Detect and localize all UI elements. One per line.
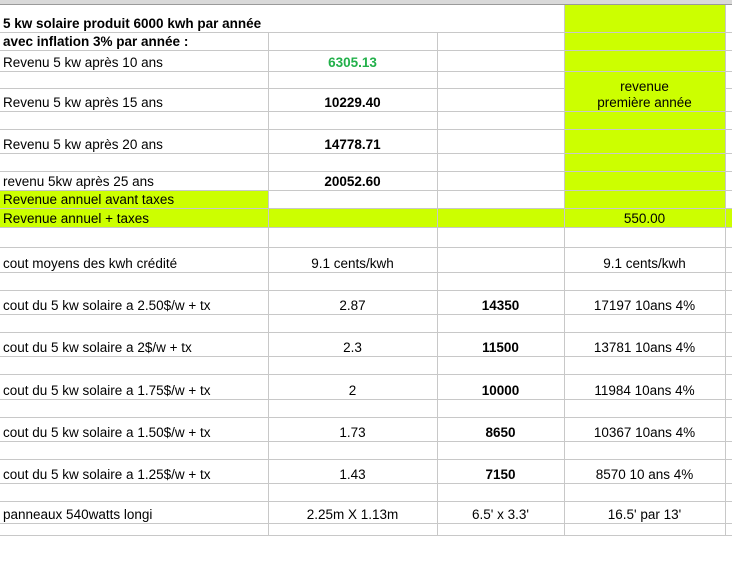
cost-row-rate: 1.73 — [339, 424, 366, 440]
cell-b14[interactable] — [268, 272, 437, 290]
avg-cost-value: 9.1 cents/kwh — [311, 255, 394, 271]
cell-c4[interactable] — [437, 71, 564, 88]
cell-d18[interactable] — [564, 356, 725, 374]
panels-label: panneaux 540watts longi — [3, 506, 153, 522]
cell-e11[interactable] — [725, 208, 732, 227]
cost-row-label: cout du 5 kw solaire a 1.75$/w + tx — [3, 382, 211, 398]
sheet-title: 5 kw solaire produit 6000 kwh par année — [3, 15, 262, 31]
cell-d9[interactable] — [564, 171, 725, 190]
cell-b4[interactable] — [268, 71, 437, 88]
cell-e25[interactable] — [725, 501, 732, 523]
revenue-10-value: 6305.13 — [328, 54, 377, 70]
cell-c18[interactable] — [437, 356, 564, 374]
cell-a16[interactable] — [0, 314, 268, 332]
cost-row-total: 14350 — [481, 297, 520, 313]
panels-label-cell[interactable] — [0, 501, 268, 523]
cell-e24[interactable] — [725, 483, 732, 501]
cell-e19[interactable] — [725, 374, 732, 399]
cell-d22[interactable] — [564, 441, 725, 459]
cell-b12[interactable] — [268, 227, 437, 247]
panels-size-ft: 6.5' x 3.3' — [472, 506, 529, 522]
panels-size-m-cell[interactable] — [268, 501, 437, 523]
cost-row-total: 10000 — [481, 382, 520, 398]
cell-c2[interactable] — [437, 32, 564, 50]
cell-d12[interactable] — [564, 227, 725, 247]
cell-a6[interactable] — [0, 111, 268, 129]
cell-d20[interactable] — [564, 399, 725, 417]
cell-e9[interactable] — [725, 171, 732, 190]
cell-b26[interactable] — [268, 523, 437, 535]
cell-e16[interactable] — [725, 314, 732, 332]
annual-plus-tax-label-cell[interactable] — [0, 208, 268, 227]
cell-d8[interactable] — [564, 153, 725, 171]
cell-c14[interactable] — [437, 272, 564, 290]
cell-c3[interactable] — [437, 50, 564, 71]
cell-c16[interactable] — [437, 314, 564, 332]
cost-row-forecast: 13781 10ans 4% — [593, 339, 696, 355]
cell-e14[interactable] — [725, 272, 732, 290]
cell-a8[interactable] — [0, 153, 268, 171]
cell-d6[interactable] — [564, 111, 725, 129]
cell-b24[interactable] — [268, 483, 437, 501]
cost-row-label: cout du 5 kw solaire a 1.50$/w + tx — [3, 424, 211, 440]
cost-row-total-cell[interactable] — [437, 374, 564, 399]
revenue-20-label-cell[interactable] — [0, 129, 268, 153]
cell-d3[interactable] — [564, 50, 725, 71]
cell-b20[interactable] — [268, 399, 437, 417]
cell-d7[interactable] — [564, 129, 725, 153]
revenue-20-label: Revenu 5 kw après 20 ans — [3, 136, 163, 152]
cell-a18[interactable] — [0, 356, 268, 374]
cell-c5[interactable] — [437, 88, 564, 111]
cell-a14[interactable] — [0, 272, 268, 290]
cost-row-label-cell[interactable] — [0, 374, 268, 399]
cell-a24[interactable] — [0, 483, 268, 501]
cell-c11[interactable] — [437, 208, 564, 227]
cell-d10[interactable] — [564, 190, 725, 208]
first-year-header-line2: première année — [597, 94, 692, 110]
cost-row-forecast-cell[interactable] — [564, 374, 725, 399]
cell-a12[interactable] — [0, 227, 268, 247]
cell-e26[interactable] — [725, 523, 732, 535]
cell-b16[interactable] — [268, 314, 437, 332]
revenue-25-label-cell[interactable] — [0, 171, 268, 190]
cost-row-total: 7150 — [485, 466, 516, 482]
cell-d14[interactable] — [564, 272, 725, 290]
avg-cost-value-d-cell[interactable] — [564, 247, 725, 272]
cost-row-rate-cell[interactable] — [268, 459, 437, 483]
cell-d26[interactable] — [564, 523, 725, 535]
cost-row-rate: 2.87 — [339, 297, 366, 313]
cost-row-rate-cell[interactable] — [268, 374, 437, 399]
first-year-revenue-header[interactable] — [564, 71, 725, 111]
cell-e3[interactable] — [725, 50, 732, 71]
revenue-15-value: 10229.40 — [324, 94, 381, 110]
cell-b2[interactable] — [268, 32, 437, 50]
panels-size-ft-cell[interactable] — [437, 501, 564, 523]
panels-size-m: 2.25m X 1.13m — [306, 506, 399, 522]
annual-before-tax-label: Revenue annuel avant taxes — [3, 191, 175, 207]
cell-e17[interactable] — [725, 332, 732, 356]
cell-b6[interactable] — [268, 111, 437, 129]
cost-row-rate-cell[interactable] — [268, 417, 437, 441]
cell-c20[interactable] — [437, 399, 564, 417]
revenue-10-label: Revenu 5 kw après 10 ans — [3, 54, 163, 70]
cell-c10[interactable] — [437, 190, 564, 208]
annual-plus-tax-value: 550.00 — [623, 210, 666, 226]
cell-e1[interactable] — [725, 5, 732, 32]
cell-e13[interactable] — [725, 247, 732, 272]
cell-e18[interactable] — [725, 356, 732, 374]
cell-a26[interactable] — [0, 523, 268, 535]
subtitle: avec inflation 3% par année : — [3, 33, 189, 49]
spreadsheet-grid — [0, 5, 732, 536]
cell-c8[interactable] — [437, 153, 564, 171]
cell-b22[interactable] — [268, 441, 437, 459]
cell-e22[interactable] — [725, 441, 732, 459]
cost-row-total-cell[interactable] — [437, 417, 564, 441]
cost-row-total: 11500 — [482, 339, 519, 355]
first-year-header-line1: revenue — [620, 78, 669, 94]
annual-before-tax-label-cell[interactable] — [0, 190, 268, 208]
revenue-20-value-cell[interactable] — [268, 129, 437, 153]
annual-plus-tax-label: Revenue annuel + taxes — [3, 210, 149, 226]
cost-row-total-cell[interactable] — [437, 459, 564, 483]
cell-e12[interactable] — [725, 227, 732, 247]
cost-row-forecast: 17197 10ans 4% — [593, 297, 696, 313]
cell-c26[interactable] — [437, 523, 564, 535]
avg-cost-value-d: 9.1 cents/kwh — [603, 255, 686, 271]
cell-c12[interactable] — [437, 227, 564, 247]
cell-d16[interactable] — [564, 314, 725, 332]
cost-row-forecast: 11984 10ans 4% — [594, 382, 695, 398]
cost-row-rate: 2 — [348, 382, 357, 398]
cell-b18[interactable] — [268, 356, 437, 374]
cost-row-total-cell[interactable] — [437, 332, 564, 356]
cell-a4[interactable] — [0, 71, 268, 88]
cell-d2[interactable] — [564, 32, 725, 50]
cost-row-label: cout du 5 kw solaire a 1.25$/w + tx — [3, 466, 211, 482]
cell-e20[interactable] — [725, 399, 732, 417]
cost-row-forecast: 10367 10ans 4% — [593, 424, 696, 440]
revenue-25-value-cell[interactable] — [268, 171, 437, 190]
cost-row-rate: 1.43 — [339, 466, 366, 482]
cost-row-label-cell[interactable] — [0, 290, 268, 314]
cell-c9[interactable] — [437, 171, 564, 190]
cell-b10[interactable] — [268, 190, 437, 208]
cost-row-forecast-cell[interactable] — [564, 290, 725, 314]
revenue-20-value: 14778.71 — [324, 136, 381, 152]
revenue-15-label-cell[interactable] — [0, 88, 268, 111]
cell-a20[interactable] — [0, 399, 268, 417]
cell-c24[interactable] — [437, 483, 564, 501]
cost-row-label-cell[interactable] — [0, 459, 268, 483]
sheet-title-cell[interactable] — [0, 5, 564, 32]
revenue-15-label: Revenu 5 kw après 15 ans — [3, 94, 163, 110]
cell-a22[interactable] — [0, 441, 268, 459]
cost-row-label: cout du 5 kw solaire a 2.50$/w + tx — [3, 297, 211, 313]
revenue-25-label: revenu 5kw après 25 ans — [3, 173, 154, 189]
avg-cost-label-cell[interactable] — [0, 247, 268, 272]
cost-row-label-cell[interactable] — [0, 332, 268, 356]
annual-plus-tax-value-cell[interactable] — [564, 208, 725, 227]
avg-cost-label: cout moyens des kwh crédité — [3, 255, 178, 271]
cost-row-total: 8650 — [485, 424, 516, 440]
revenue-10-label-cell[interactable] — [0, 50, 268, 71]
cost-row-label-cell[interactable] — [0, 417, 268, 441]
revenue-15-value-cell[interactable] — [268, 88, 437, 111]
cell-e2[interactable] — [725, 32, 732, 50]
cost-row-forecast-cell[interactable] — [564, 459, 725, 483]
cell-e10[interactable] — [725, 190, 732, 208]
cost-row-total-cell[interactable] — [437, 290, 564, 314]
cost-row-rate: 2.3 — [343, 339, 362, 355]
revenue-25-value: 20052.60 — [324, 173, 381, 189]
cost-row-rate-cell[interactable] — [268, 332, 437, 356]
cost-row-forecast: 8570 10 ans 4% — [595, 466, 694, 482]
panels-area-cell[interactable] — [564, 501, 725, 523]
cell-b8[interactable] — [268, 153, 437, 171]
cell-c13[interactable] — [437, 247, 564, 272]
cell-e15[interactable] — [725, 290, 732, 314]
cell-c6[interactable] — [437, 111, 564, 129]
subtitle-cell[interactable] — [0, 32, 268, 50]
cell-e7[interactable] — [725, 129, 732, 153]
cell-b11[interactable] — [268, 208, 437, 227]
cost-row-label: cout du 5 kw solaire a 2$/w + tx — [3, 339, 192, 355]
revenue-10-value-cell[interactable] — [268, 50, 437, 71]
cost-row-forecast-cell[interactable] — [564, 332, 725, 356]
cell-c7[interactable] — [437, 129, 564, 153]
cell-e6[interactable] — [725, 111, 732, 129]
cell-e21[interactable] — [725, 417, 732, 441]
cell-d24[interactable] — [564, 483, 725, 501]
cell-d1[interactable] — [564, 5, 725, 32]
cell-e23[interactable] — [725, 459, 732, 483]
cost-row-forecast-cell[interactable] — [564, 417, 725, 441]
cell-e4[interactable] — [725, 71, 732, 88]
cell-e8[interactable] — [725, 153, 732, 171]
cost-row-rate-cell[interactable] — [268, 290, 437, 314]
panels-area: 16.5' par 13' — [607, 506, 682, 522]
cell-c22[interactable] — [437, 441, 564, 459]
cell-e5[interactable] — [725, 88, 732, 111]
avg-cost-value-cell[interactable] — [268, 247, 437, 272]
